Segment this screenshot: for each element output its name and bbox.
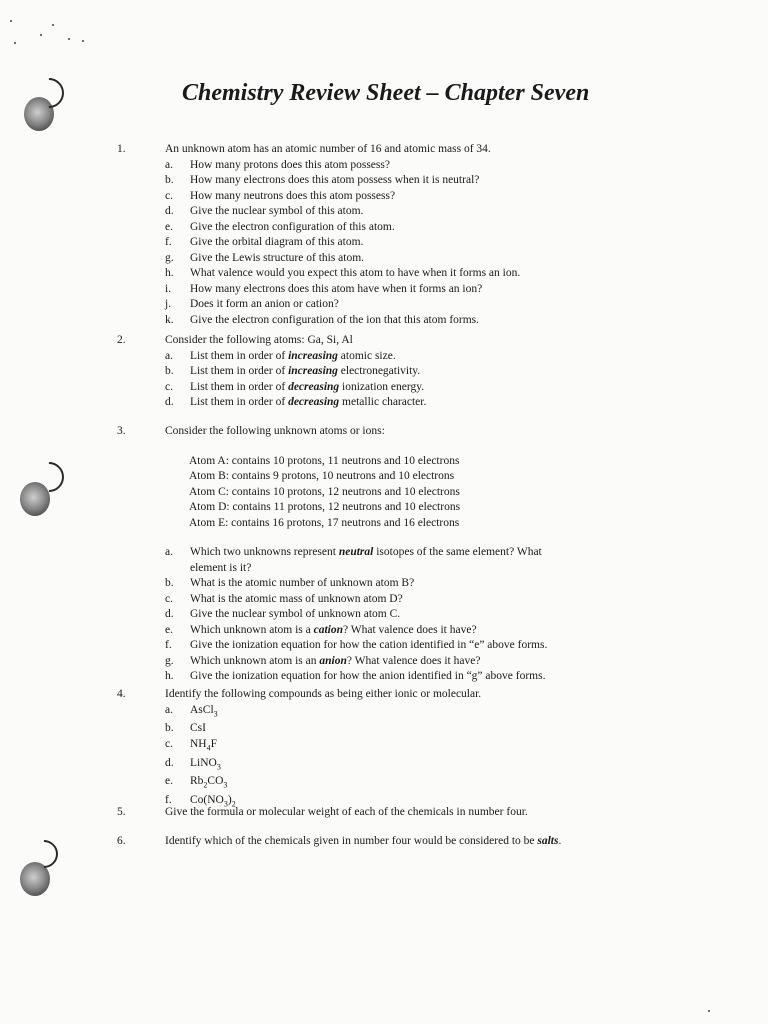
question-number: 1.	[117, 143, 126, 155]
sub-question-letter: f.	[165, 639, 172, 651]
sub-question-text: Give the nuclear symbol of unknown atom C.	[190, 608, 401, 620]
sub-question-list	[165, 349, 637, 411]
sub-question-letter: c.	[165, 592, 173, 605]
emphasis-text: increasing	[288, 365, 338, 377]
speck	[708, 1010, 710, 1012]
sub-question	[165, 654, 637, 670]
question-text-part: Identify which of the chemicals given in number four would be considered to be	[165, 835, 538, 847]
compound-item	[165, 756, 637, 775]
speck	[52, 24, 54, 26]
sub-question	[165, 189, 637, 205]
sub-question	[165, 638, 637, 654]
atom-entry: Atom A: contains 10 protons, 11 neutrons and 10 electrons	[189, 454, 460, 467]
sub-question-letter: g.	[165, 251, 174, 264]
sub-question-list	[165, 545, 637, 685]
sub-question-text: Give the nuclear symbol of this atom.	[190, 205, 364, 217]
question-text: An unknown atom has an atomic number of 16 and atomic mass of 34.	[165, 143, 491, 155]
sub-question-letter: a.	[165, 349, 173, 362]
sub-question-letter: d.	[165, 756, 174, 769]
sub-question	[165, 576, 637, 592]
sub-question-letter: d.	[165, 396, 174, 408]
sub-question-letter: d.	[165, 608, 174, 620]
sub-question-letter: f.	[165, 236, 172, 248]
sub-question-text: Give the Lewis structure of this atom.	[190, 251, 365, 264]
sub-question-text: Which unknown atom is an	[190, 654, 320, 667]
question-text: Give the formula or molecular weight of each of the chemicals in number four.	[165, 806, 528, 818]
sub-question	[165, 669, 637, 685]
question-3	[117, 424, 637, 685]
emphasis-text: decreasing	[288, 396, 340, 408]
sub-question	[165, 204, 637, 220]
sub-question	[165, 349, 637, 365]
sub-question-text: ? What valence does it have?	[343, 623, 477, 636]
sub-question	[165, 545, 560, 576]
sub-question-letter: i.	[165, 282, 172, 295]
speck	[82, 40, 84, 42]
sub-question-letter: h.	[165, 267, 174, 279]
chemical-formula: $NH_4F$	[190, 737, 218, 753]
speck	[14, 42, 16, 44]
sub-question-text: atomic size.	[337, 349, 396, 362]
sub-question	[165, 282, 637, 298]
chemical-formula: CsI	[190, 722, 206, 735]
speck	[10, 20, 12, 22]
sub-question-letter: f.	[165, 794, 172, 807]
speck	[40, 34, 42, 36]
sub-question-letter: b.	[165, 722, 174, 735]
emphasis-text: decreasing	[288, 380, 340, 393]
sub-question	[165, 235, 637, 251]
sub-question	[165, 297, 637, 313]
sub-question-text: How many neutrons does this atom possess?	[190, 189, 396, 202]
sub-question	[165, 623, 637, 639]
compound-item	[165, 721, 637, 737]
sub-question-letter: b.	[165, 577, 174, 589]
sub-question-list	[165, 158, 637, 329]
atom-entry: Atom D: contains 11 protons, 12 neutrons and 10 electrons	[189, 501, 461, 513]
sub-question-letter: j.	[165, 298, 172, 310]
sub-question-text: metallic character.	[339, 396, 427, 408]
sub-question-text: isotopes of the same element? What element is it?	[190, 546, 542, 574]
sub-question-letter: c.	[165, 737, 173, 750]
compound-list	[165, 703, 637, 812]
sub-question-letter: a.	[165, 703, 173, 716]
question-5	[117, 805, 637, 821]
sub-question-text: Does it form an anion or cation?	[190, 298, 339, 310]
sub-question-letter: e.	[165, 623, 173, 636]
question-2	[117, 333, 637, 411]
sub-question-letter: e.	[165, 775, 173, 788]
chemical-formula: $Co(NO_3)_2$	[190, 794, 236, 809]
sub-question-text: What is the atomic number of unknown atom B?	[190, 577, 415, 589]
atom-entry: Atom B: contains 9 protons, 10 neutrons and 10 electrons	[189, 470, 455, 482]
emphasis-text: neutral	[338, 546, 374, 558]
question-6	[117, 834, 637, 850]
emphasis-text: salts	[537, 835, 559, 847]
sub-question-text: How many protons does this atom possess?	[190, 158, 390, 171]
sub-question-text: How many electrons does this atom possess when it is neutral?	[190, 174, 480, 186]
sub-question-letter: a.	[165, 158, 173, 171]
question-text: Consider the following atoms: Ga, Si, Al	[165, 334, 353, 346]
emphasis-text: increasing	[288, 349, 338, 362]
page-title: Chemistry Review Sheet – Chapter Seven	[182, 80, 590, 106]
chemical-formula: LiNO$_3$	[190, 756, 221, 771]
question-text: Identify the following compounds as being either ionic or molecular.	[165, 688, 482, 700]
sub-question-text: Give the electron configuration of the ion that this atom forms.	[190, 313, 480, 326]
sub-question-letter: c.	[165, 380, 173, 393]
sub-question-text: List them in order of	[190, 365, 289, 377]
sub-question-letter: c.	[165, 189, 173, 202]
sub-question	[165, 220, 637, 236]
sub-question	[165, 313, 637, 329]
question-number: 2.	[117, 334, 126, 346]
sub-question	[165, 266, 637, 282]
question-number: 3.	[117, 425, 126, 437]
sub-question-letter: b.	[165, 365, 174, 377]
sub-question	[165, 173, 637, 189]
sub-question-letter: d.	[165, 205, 174, 217]
sub-question-text: Give the orbital diagram of this atom.	[190, 236, 364, 248]
sub-question	[165, 251, 637, 267]
sub-question-text: List them in order of	[190, 396, 289, 408]
emphasis-text: cation	[313, 623, 343, 636]
sub-question-text: List them in order of	[190, 349, 289, 362]
sub-question-text: Which unknown atom is a	[190, 623, 314, 636]
sub-question	[165, 380, 637, 396]
compound-item	[165, 703, 637, 722]
chemical-formula: $Rb_2CO_3$	[190, 775, 228, 790]
sub-question-text: How many electrons does this atom have when it forms an ion?	[190, 282, 483, 295]
sub-question-text: List them in order of	[190, 380, 289, 393]
atom-entry: Atom E: contains 16 protons, 17 neutrons and 16 electrons	[189, 516, 460, 529]
sub-question-text: ionization energy.	[339, 380, 425, 393]
sub-question-letter: g.	[165, 654, 174, 667]
question-text: Consider the following unknown atoms or ions:	[165, 425, 385, 437]
unknown-atoms-list	[189, 454, 637, 532]
sub-question-letter: b.	[165, 174, 174, 186]
question-1	[117, 142, 637, 328]
sub-question	[165, 395, 637, 411]
sub-question-letter: a.	[165, 546, 173, 558]
emphasis-text: anion	[319, 654, 347, 667]
sub-question-text: electronegativity.	[337, 365, 421, 377]
sub-question-text: Give the electron configuration of this atom.	[190, 220, 395, 233]
sub-question	[165, 607, 637, 623]
question-number: 6.	[117, 835, 126, 847]
question-number: 4.	[117, 688, 126, 700]
chemical-formula: AsCl$_3$	[190, 703, 218, 718]
sub-question-text: What is the atomic mass of unknown atom D?	[190, 592, 403, 605]
sub-question-text: ? What valence does it have?	[346, 654, 481, 667]
sub-question-letter: h.	[165, 670, 174, 682]
compound-item	[165, 774, 637, 793]
question-text	[165, 834, 637, 850]
sub-question-letter: k.	[165, 313, 174, 326]
sub-question	[165, 364, 637, 380]
sub-question-text: Which two unknowns represent	[190, 546, 339, 558]
sub-question	[165, 592, 637, 608]
question-number: 5.	[117, 806, 126, 818]
sub-question-text: Give the ionization equation for how the cation identified in “e” above forms.	[190, 639, 548, 651]
sub-question-letter: e.	[165, 220, 173, 233]
atom-entry: Atom C: contains 10 protons, 12 neutrons and 10 electrons	[189, 485, 460, 498]
sub-question-text: Give the ionization equation for how the anion identified in “g” above forms.	[190, 670, 546, 682]
sub-question	[165, 158, 637, 174]
sub-question-text: What valence would you expect this atom to have when it forms an ion.	[190, 267, 521, 279]
compound-item	[165, 737, 637, 756]
speck	[68, 38, 70, 40]
question-4	[117, 687, 637, 812]
question-text-part: .	[558, 835, 562, 847]
